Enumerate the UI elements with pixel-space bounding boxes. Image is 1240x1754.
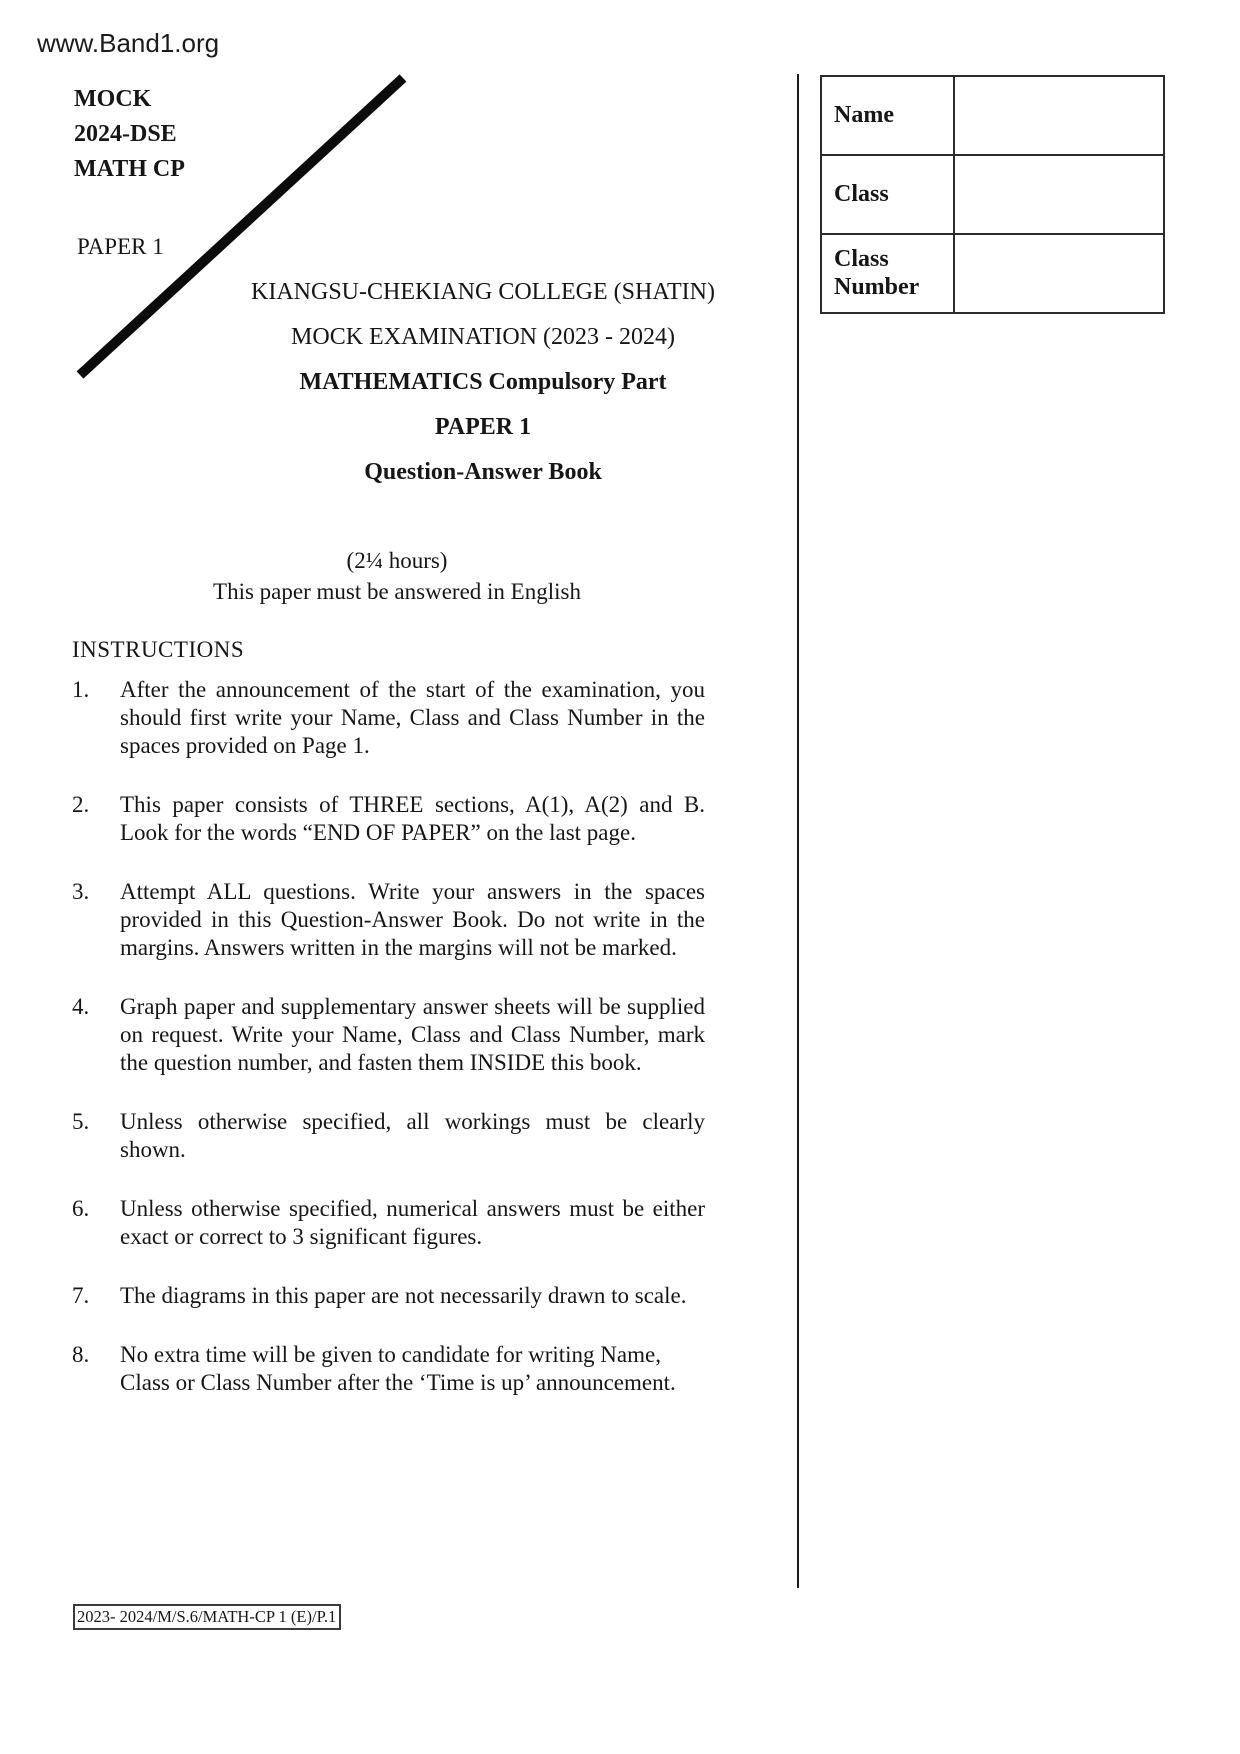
instruction-number: 4.	[72, 994, 90, 1019]
subject-title: MATHEMATICS Compulsory Part	[299, 369, 667, 395]
page-code-text: 2023- 2024/M/S.6/MATH-CP 1 (E)/P.1	[77, 1607, 337, 1626]
margin-separator-line	[797, 74, 799, 1588]
title-block	[66, 270, 900, 495]
instruction-item	[72, 1108, 705, 1164]
book-type-title: Question-Answer Book	[364, 459, 602, 485]
site-watermark: www.Band1.org	[37, 28, 220, 58]
instruction-item	[72, 1341, 705, 1397]
candidate-field-input	[954, 155, 1164, 234]
instruction-number: 5.	[72, 1109, 90, 1134]
instruction-item	[72, 993, 705, 1077]
instruction-item	[72, 878, 705, 962]
paper-title: PAPER 1	[434, 414, 532, 440]
candidate-field-label: Class Number	[821, 234, 954, 313]
instruction-text: After the announcement of the start of the examination, you should first write your Name, Class and Class Number in the spaces provided on Page 1.	[120, 677, 705, 758]
instruction-text: This paper consists of THREE sections, A(1), A(2) and B. Look for the words “END OF PAPER” on the last page.	[120, 792, 705, 845]
instruction-text: Attempt ALL questions. Write your answers in the spaces provided in this Question-Answer Book. Do not write in the margins. Answers written in the margins will not be marked.	[120, 879, 705, 960]
instruction-item	[72, 791, 705, 847]
instruction-item	[72, 1195, 705, 1251]
instruction-text: Graph paper and supplementary answer sheets will be supplied on request. Write your Name, Class and Class Number, mark the question number, and fasten them INSIDE this book.	[120, 994, 705, 1075]
instruction-number: 8.	[72, 1342, 90, 1367]
candidate-field-input	[954, 234, 1164, 313]
candidate-row	[821, 76, 1164, 155]
language-note: This paper must be answered in English	[213, 579, 581, 604]
instruction-text: Unless otherwise specified, numerical answers must be either exact or correct to 3 significant figures.	[120, 1196, 705, 1249]
candidate-field-label: Class	[821, 155, 954, 234]
exam-code-mock: MOCK	[74, 86, 152, 112]
instruction-text: Unless otherwise specified, all workings must be clearly shown.	[120, 1109, 705, 1162]
instructions-heading: INSTRUCTIONS	[72, 637, 245, 662]
instruction-item	[72, 676, 705, 760]
instruction-number: 1.	[72, 677, 90, 702]
exam-title: MOCK EXAMINATION (2023 - 2024)	[291, 324, 675, 350]
candidate-field-input	[954, 76, 1164, 155]
instruction-item	[72, 1282, 705, 1310]
candidate-field-label: Name	[821, 76, 954, 155]
college-name: KIANGSU-CHEKIANG COLLEGE (SHATIN)	[251, 279, 715, 305]
instruction-text: The diagrams in this paper are not necessarily drawn to scale.	[120, 1283, 687, 1308]
exam-code-subject: MATH CP	[74, 156, 185, 182]
candidate-row	[821, 155, 1164, 234]
instruction-number: 7.	[72, 1283, 90, 1308]
duration-block	[66, 545, 900, 607]
exam-code-year: 2024-DSE	[74, 121, 177, 147]
instruction-number: 3.	[72, 879, 90, 904]
exam-duration: (2¼ hours)	[346, 548, 448, 573]
instruction-number: 2.	[72, 792, 90, 817]
candidate-row	[821, 234, 1164, 313]
instruction-text: No extra time will be given to candidate for writing Name, Class or Class Number after the ‘Time is up’ announcement.	[120, 1342, 676, 1395]
paper-number-left: PAPER 1	[77, 234, 164, 259]
candidate-info-table	[820, 75, 1165, 314]
instruction-number: 6.	[72, 1196, 90, 1221]
page-code-box	[73, 1604, 341, 1630]
instructions-list	[72, 676, 705, 1397]
instructions-section	[72, 636, 705, 1428]
